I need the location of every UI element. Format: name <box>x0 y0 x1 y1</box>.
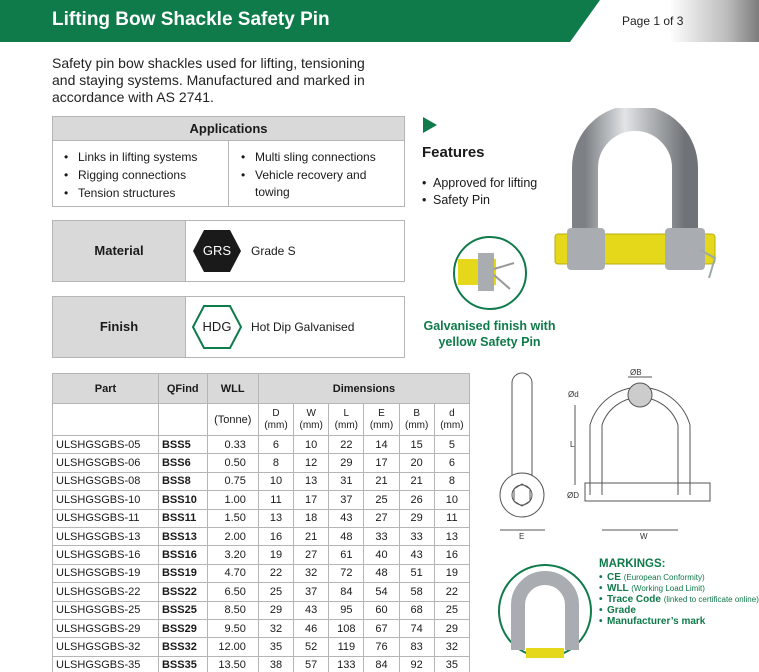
table-cell: 27 <box>294 546 329 564</box>
table-cell: 40 <box>364 546 399 564</box>
table-row <box>53 509 470 527</box>
features-title: Features <box>422 144 485 161</box>
finish-value: Hot Dip Galvanised <box>251 320 355 334</box>
table-cell: 22 <box>258 564 293 582</box>
table-cell: BSS6 <box>158 454 207 472</box>
wll-unit: (Tonne) <box>207 404 258 436</box>
table-cell: 29 <box>434 619 469 637</box>
dimension-letter: L <box>343 407 350 419</box>
table-cell: 13 <box>434 527 469 545</box>
table-cell: 29 <box>258 601 293 619</box>
header-part: Part <box>53 374 159 404</box>
table-cell: 10 <box>434 491 469 509</box>
table-cell: 17 <box>294 491 329 509</box>
table-cell: BSS22 <box>158 583 207 601</box>
list-item: • Rigging connections <box>58 167 228 184</box>
finish-label: Finish <box>53 297 186 357</box>
dimension-unit: (mm) <box>440 419 464 431</box>
table-cell: 57 <box>294 656 329 672</box>
dimension-letter: B <box>413 407 421 419</box>
table-cell: ULSHGSGBS-32 <box>53 638 159 656</box>
material-icon-text: GRS <box>202 243 232 258</box>
table-cell: 16 <box>258 527 293 545</box>
table-cell: 43 <box>294 601 329 619</box>
table-cell: 8 <box>258 454 293 472</box>
dimension-subheader <box>364 404 399 436</box>
subheader-row <box>53 404 470 436</box>
table-row <box>53 491 470 509</box>
table-row <box>53 546 470 564</box>
marking-item <box>599 616 759 627</box>
table-cell: BSS5 <box>158 436 207 454</box>
table-cell: 14 <box>364 436 399 454</box>
table-cell: ULSHGSGBS-08 <box>53 472 159 490</box>
table-cell: 38 <box>258 656 293 672</box>
table-cell: 8 <box>434 472 469 490</box>
material-label: Material <box>53 221 186 281</box>
table-cell: 8.50 <box>207 601 258 619</box>
table-cell: 74 <box>399 619 434 637</box>
table-cell: ULSHGSGBS-16 <box>53 546 159 564</box>
list-item: • Vehicle recovery and towing <box>235 167 400 201</box>
table-cell: 32 <box>258 619 293 637</box>
dimension-subheader <box>258 404 293 436</box>
table-cell: 21 <box>399 472 434 490</box>
list-item: • Approved for lifting <box>422 175 537 192</box>
marking-label: Manufacturer’s mark <box>607 616 706 627</box>
empty-cell <box>53 404 159 436</box>
applications-list-left <box>58 149 228 203</box>
table-cell: ULSHGSGBS-22 <box>53 583 159 601</box>
table-cell: 48 <box>329 527 364 545</box>
page-number: Page 1 of 3 <box>622 14 684 28</box>
table-row <box>53 619 470 637</box>
table-cell: 133 <box>329 656 364 672</box>
marking-label: CE <box>607 572 621 583</box>
table-cell: ULSHGSGBS-13 <box>53 527 159 545</box>
table-cell: 25 <box>364 491 399 509</box>
markings-box <box>599 558 759 627</box>
table-row <box>53 472 470 490</box>
image-caption: Galvanised finish with yellow Safety Pin <box>423 319 556 349</box>
table-cell: 13 <box>258 509 293 527</box>
page-header <box>0 0 759 42</box>
applications-box <box>52 116 405 207</box>
table-cell: 1.50 <box>207 509 258 527</box>
pin-closeup-image <box>450 233 530 313</box>
table-cell: 84 <box>329 583 364 601</box>
table-cell: 29 <box>399 509 434 527</box>
table-cell: 31 <box>329 472 364 490</box>
intro-text: Safety pin bow shackles used for lifting, tensioning and staying systems. Manufactured and marked in accordance with AS 2741. <box>52 55 365 105</box>
table-cell: 0.50 <box>207 454 258 472</box>
table-row <box>53 638 470 656</box>
table-cell: 25 <box>258 583 293 601</box>
dimension-letter: W <box>306 407 316 419</box>
label-d-small: Ød <box>568 390 579 399</box>
table-cell: 21 <box>294 527 329 545</box>
marking-item <box>599 605 759 616</box>
dimension-unit: (mm) <box>299 419 323 431</box>
table-cell: 108 <box>329 619 364 637</box>
table-cell: 18 <box>294 509 329 527</box>
table-cell: 10 <box>258 472 293 490</box>
table-cell: 33 <box>399 527 434 545</box>
table-cell: 6 <box>434 454 469 472</box>
table-cell: BSS16 <box>158 546 207 564</box>
label-w: W <box>640 532 648 541</box>
table-cell: 52 <box>294 638 329 656</box>
list-item: • Multi sling connections <box>235 149 400 166</box>
table-cell: 61 <box>329 546 364 564</box>
finish-icon-text: HDG <box>202 319 232 334</box>
table-cell: 32 <box>294 564 329 582</box>
table-cell: 0.33 <box>207 436 258 454</box>
table-cell: 13.50 <box>207 656 258 672</box>
table-cell: BSS11 <box>158 509 207 527</box>
table-cell: 12 <box>294 454 329 472</box>
table-row <box>53 454 470 472</box>
marking-note: (European Conformity) <box>623 573 705 582</box>
page-title: Lifting Bow Shackle Safety Pin <box>52 9 330 30</box>
table-cell: BSS35 <box>158 656 207 672</box>
table-cell: 58 <box>399 583 434 601</box>
marking-item <box>599 572 759 583</box>
list-item: • Safety Pin <box>422 192 537 209</box>
play-arrow-icon <box>423 117 437 133</box>
table-cell: ULSHGSGBS-06 <box>53 454 159 472</box>
table-cell: 76 <box>364 638 399 656</box>
marking-item <box>599 583 759 594</box>
table-cell: 19 <box>434 564 469 582</box>
list-item: • Tension structures <box>58 185 228 202</box>
table-cell: 46 <box>294 619 329 637</box>
header-qfind: QFind <box>158 374 207 404</box>
hdg-hexagon-icon <box>192 304 242 350</box>
header-wll: WLL <box>207 374 258 404</box>
technical-drawing <box>490 365 720 555</box>
table-cell: 35 <box>434 656 469 672</box>
label-l: L <box>570 440 575 449</box>
table-cell: 95 <box>329 601 364 619</box>
table-cell: 92 <box>399 656 434 672</box>
shackle-product-image <box>545 108 725 298</box>
table-cell: 37 <box>329 491 364 509</box>
table-cell: ULSHGSGBS-35 <box>53 656 159 672</box>
table-cell: ULSHGSGBS-05 <box>53 436 159 454</box>
table-cell: 25 <box>434 601 469 619</box>
dimensions-table <box>52 373 470 672</box>
dimension-unit: (mm) <box>369 419 394 431</box>
table-cell: BSS29 <box>158 619 207 637</box>
table-body <box>53 436 470 672</box>
table-cell: 83 <box>399 638 434 656</box>
finish-box <box>52 296 405 358</box>
table-cell: 17 <box>364 454 399 472</box>
table-cell: 51 <box>399 564 434 582</box>
table-cell: 3.20 <box>207 546 258 564</box>
marking-label: Grade <box>607 605 636 616</box>
table-cell: 0.75 <box>207 472 258 490</box>
label-b: ØB <box>630 368 642 377</box>
table-cell: 20 <box>399 454 434 472</box>
table-cell: 11 <box>258 491 293 509</box>
label-d-large: ØD <box>567 491 579 500</box>
table-cell: 26 <box>399 491 434 509</box>
table-cell: 1.00 <box>207 491 258 509</box>
table-cell: 22 <box>329 436 364 454</box>
table-cell: 21 <box>364 472 399 490</box>
features-list <box>422 175 537 209</box>
marking-item <box>599 594 759 605</box>
header-dimensions: Dimensions <box>258 374 469 404</box>
table-cell: 4.70 <box>207 564 258 582</box>
table-cell: 33 <box>364 527 399 545</box>
table-row <box>53 656 470 672</box>
dimension-unit: (mm) <box>334 419 358 431</box>
table-cell: 84 <box>364 656 399 672</box>
table-row <box>53 601 470 619</box>
table-cell: 43 <box>329 509 364 527</box>
list-item: • Links in lifting systems <box>58 149 228 166</box>
dimension-unit: (mm) <box>264 419 288 431</box>
table-cell: 13 <box>294 472 329 490</box>
dimension-subheader <box>399 404 434 436</box>
label-e: E <box>519 532 525 541</box>
table-row <box>53 583 470 601</box>
table-cell: 10 <box>294 436 329 454</box>
table-cell: ULSHGSGBS-19 <box>53 564 159 582</box>
dimension-unit: (mm) <box>405 419 429 431</box>
table-cell: 32 <box>434 638 469 656</box>
table-cell: 43 <box>399 546 434 564</box>
dimension-subheader <box>434 404 469 436</box>
table-cell: 119 <box>329 638 364 656</box>
table-cell: 12.00 <box>207 638 258 656</box>
table-cell: 35 <box>258 638 293 656</box>
material-box <box>52 220 405 282</box>
table-cell: BSS19 <box>158 564 207 582</box>
table-cell: 37 <box>294 583 329 601</box>
dimensions-table-wrapper <box>52 373 470 672</box>
table-cell: 72 <box>329 564 364 582</box>
table-cell: ULSHGSGBS-29 <box>53 619 159 637</box>
table-cell: 48 <box>364 564 399 582</box>
divider <box>228 141 229 207</box>
table-cell: BSS32 <box>158 638 207 656</box>
table-cell: ULSHGSGBS-10 <box>53 491 159 509</box>
dimension-subheader <box>329 404 364 436</box>
table-cell: ULSHGSGBS-11 <box>53 509 159 527</box>
table-cell: 6.50 <box>207 583 258 601</box>
table-cell: 19 <box>258 546 293 564</box>
table-cell: 6 <box>258 436 293 454</box>
table-cell: 9.50 <box>207 619 258 637</box>
dimension-subheader <box>294 404 329 436</box>
table-cell: 2.00 <box>207 527 258 545</box>
empty-cell <box>158 404 207 436</box>
dimension-letter: D <box>272 407 280 419</box>
marked-shackle-image <box>496 550 594 672</box>
marking-note: (linked to certificate online) <box>663 595 759 604</box>
marking-label: Trace Code <box>607 594 661 605</box>
table-row <box>53 436 470 454</box>
table-cell: 29 <box>329 454 364 472</box>
table-cell: 22 <box>434 583 469 601</box>
table-cell: 11 <box>434 509 469 527</box>
table-cell: 67 <box>364 619 399 637</box>
table-cell: ULSHGSGBS-25 <box>53 601 159 619</box>
markings-list <box>599 572 759 627</box>
table-cell: BSS13 <box>158 527 207 545</box>
table-cell: 27 <box>364 509 399 527</box>
applications-list-right <box>235 149 400 202</box>
table-cell: 5 <box>434 436 469 454</box>
marking-note: (Working Load Limit) <box>631 584 705 593</box>
markings-title: MARKINGS: <box>599 558 666 570</box>
table-cell: 16 <box>434 546 469 564</box>
table-cell: BSS8 <box>158 472 207 490</box>
table-cell: 15 <box>399 436 434 454</box>
table-row <box>53 564 470 582</box>
dimension-letter: E <box>378 407 385 419</box>
table-cell: 60 <box>364 601 399 619</box>
table-row <box>53 527 470 545</box>
applications-title: Applications <box>53 117 404 141</box>
table-cell: 68 <box>399 601 434 619</box>
marking-label: WLL <box>607 583 629 594</box>
table-cell: BSS25 <box>158 601 207 619</box>
material-value: Grade S <box>251 244 296 258</box>
grs-hexagon-icon <box>192 228 242 274</box>
table-cell: 54 <box>364 583 399 601</box>
dimension-letter: d <box>449 407 455 419</box>
table-cell: BSS10 <box>158 491 207 509</box>
